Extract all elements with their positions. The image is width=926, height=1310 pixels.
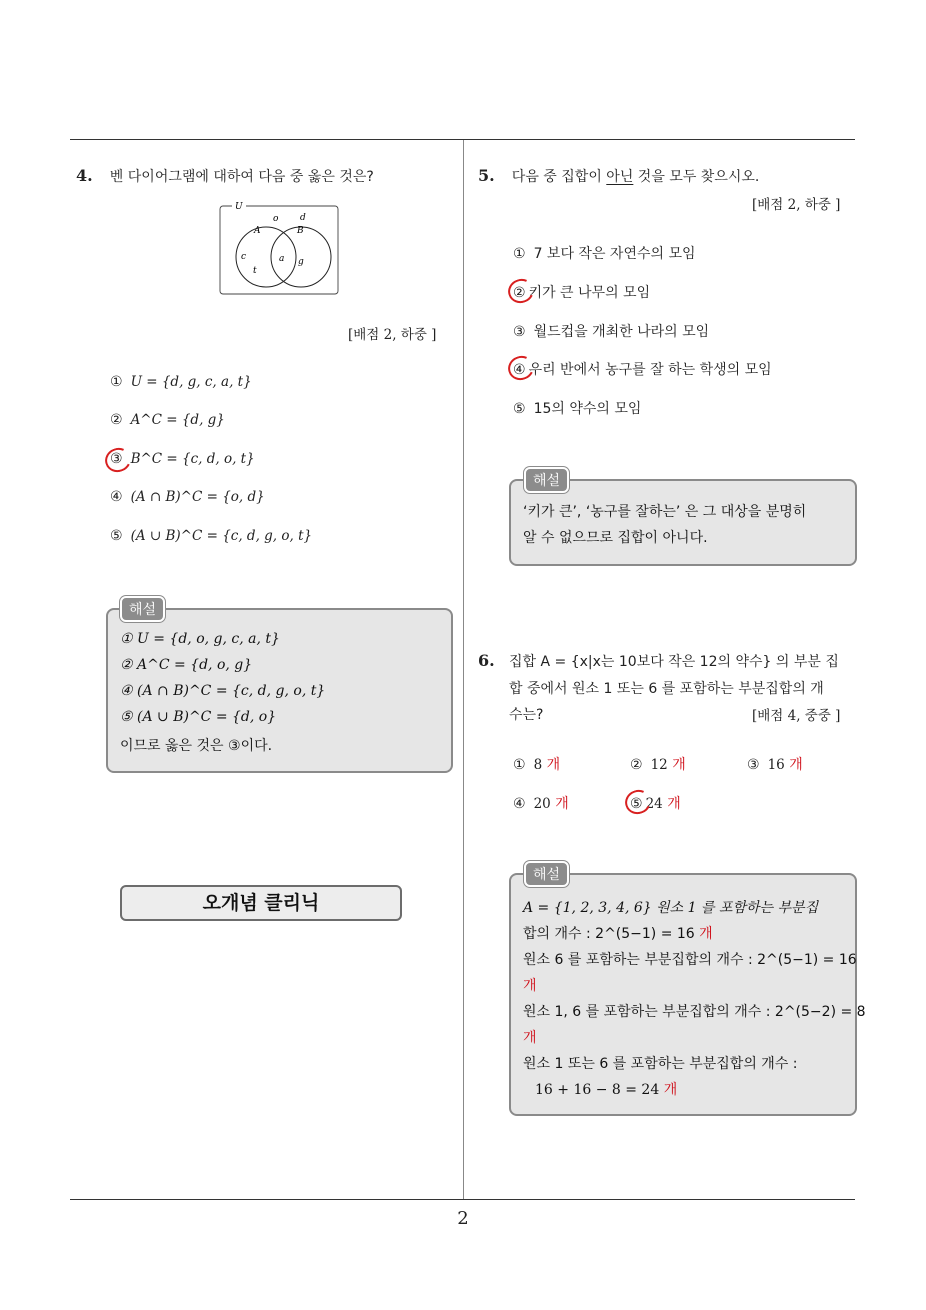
q5-option-4[interactable]: ④ 우리 반에서 농구를 잘 하는 학생의 모임 [513, 362, 772, 378]
misconception-clinic-label: 오개념 클리닉 [120, 885, 402, 921]
q5-exp-line-1: ‘키가 큰’, ‘농구를 잘하는’ 은 그 대상을 분명히 [523, 504, 807, 520]
page-number: 2 [457, 1208, 469, 1229]
column-divider [463, 140, 464, 1200]
q5-option-1[interactable]: ① 7 보다 작은 자연수의 모임 [513, 246, 696, 262]
q4-option-2[interactable]: ② A^C = {d, g} [110, 412, 225, 428]
venn-elem-a: a [279, 254, 285, 264]
venn-elem-o: o [273, 214, 279, 224]
q4-explanation-tag: 해설 [120, 596, 165, 622]
q4-points: [배점 2, 하중 ] [348, 327, 437, 343]
venn-elem-d: d [300, 213, 306, 223]
venn-elem-c: c [241, 252, 247, 262]
q6-exp-line-6: 개 [523, 1030, 537, 1046]
q5-option-3[interactable]: ③ 월드컵을 개최한 나라의 모임 [513, 324, 710, 340]
q6-explanation-box [509, 873, 866, 1116]
venn-elem-t: t [253, 266, 257, 276]
q4-option-1[interactable]: ① U = {d, g, c, a, t} [110, 374, 252, 390]
q6-answer-mark [622, 786, 655, 817]
q6-option-4[interactable]: ④ 20 개 [513, 796, 569, 812]
q6-number: 6. [478, 651, 495, 670]
venn-label-a: A [254, 226, 261, 236]
q6-text-line-3: 수는? [509, 707, 544, 723]
q6-text-line-2: 합 중에서 원소 1 또는 6 를 포함하는 부분집합의 개 [509, 681, 824, 697]
q4-exp-line-5: 이므로 옳은 것은 ③이다. [120, 738, 273, 754]
q4-exp-line-4: ⑤ (A ∪ B)^C = {d, o} [120, 709, 277, 725]
q5-option-2[interactable]: ② 키가 큰 나무의 모임 [513, 285, 651, 301]
venn-label-u: U [235, 202, 243, 212]
q5-number: 5. [478, 166, 495, 185]
q6-header [478, 651, 495, 670]
q5-emphasis: 아닌 [606, 169, 634, 185]
q6-exp-line-2: 합의 개수 : 2^(5−1) = 16 개 [523, 926, 713, 942]
q4-exp-line-1: ① U = {d, o, g, c, a, t} [120, 631, 280, 647]
venn-elem-g: g [298, 257, 304, 267]
q6-exp-line-8: 16 + 16 − 8 = 24 개 [535, 1082, 678, 1098]
q5-points: [배점 2, 하중 ] [752, 197, 841, 213]
q6-exp-line-4: 개 [523, 978, 537, 994]
q4-option-5[interactable]: ⑤ (A ∪ B)^C = {c, d, g, o, t} [110, 528, 313, 544]
venn-universe-rect [220, 206, 338, 294]
q6-option-2[interactable]: ② 12 개 [630, 757, 686, 773]
q4-exp-line-3: ④ (A ∩ B)^C = {c, d, g, o, t} [120, 683, 326, 699]
q6-points: [배점 4, 중중 ] [752, 708, 841, 724]
q6-text-line-1: 집합 A = {x|x는 10보다 작은 12의 약수} 의 부분 집 [509, 654, 839, 670]
q6-option-1[interactable]: ① 8 개 [513, 757, 561, 773]
q6-option-3[interactable]: ③ 16 개 [747, 757, 803, 773]
q5-explanation-tag: 해설 [524, 467, 569, 493]
q5-answer-mark-2 [505, 275, 538, 306]
q4-exp-line-2: ② A^C = {d, o, g} [120, 657, 253, 673]
q6-exp-line-5: 원소 1, 6 를 포함하는 부분집합의 개수 : 2^(5−2) = 8 [523, 1004, 866, 1020]
q4-text: 벤 다이어그램에 대하여 다음 중 옳은 것은? [109, 169, 374, 185]
q4-number: 4. [76, 166, 93, 185]
venn-diagram [218, 198, 342, 298]
q4-option-4[interactable]: ④ (A ∩ B)^C = {o, d} [110, 489, 265, 505]
q6-exp-line-1: A = {1, 2, 3, 4, 6} 원소 1 를 포함하는 부분집 [523, 900, 819, 916]
q5-option-5[interactable]: ⑤ 15의 약수의 모임 [513, 401, 642, 417]
q4-header [76, 166, 374, 186]
q4-explanation-box [106, 608, 453, 773]
bottom-rule [70, 1199, 855, 1200]
q5-answer-mark-4 [505, 352, 538, 383]
q4-answer-mark [102, 444, 135, 475]
q5-exp-line-2: 알 수 없으므로 집합이 아니다. [523, 530, 708, 546]
q6-explanation-tag: 해설 [524, 861, 569, 887]
q6-option-5[interactable]: ⑤ 24 개 [630, 796, 681, 812]
q6-exp-line-3: 원소 6 를 포함하는 부분집합의 개수 : 2^(5−1) = 16 [523, 952, 857, 968]
q5-header: 5. 다음 중 집합이 아닌 것을 모두 찾으시오. [478, 166, 760, 185]
venn-label-b: B [297, 226, 304, 236]
q6-exp-line-7: 원소 1 또는 6 를 포함하는 부분집합의 개수 : [523, 1056, 798, 1072]
q4-option-3[interactable]: ③ B^C = {c, d, o, t} [110, 451, 255, 467]
